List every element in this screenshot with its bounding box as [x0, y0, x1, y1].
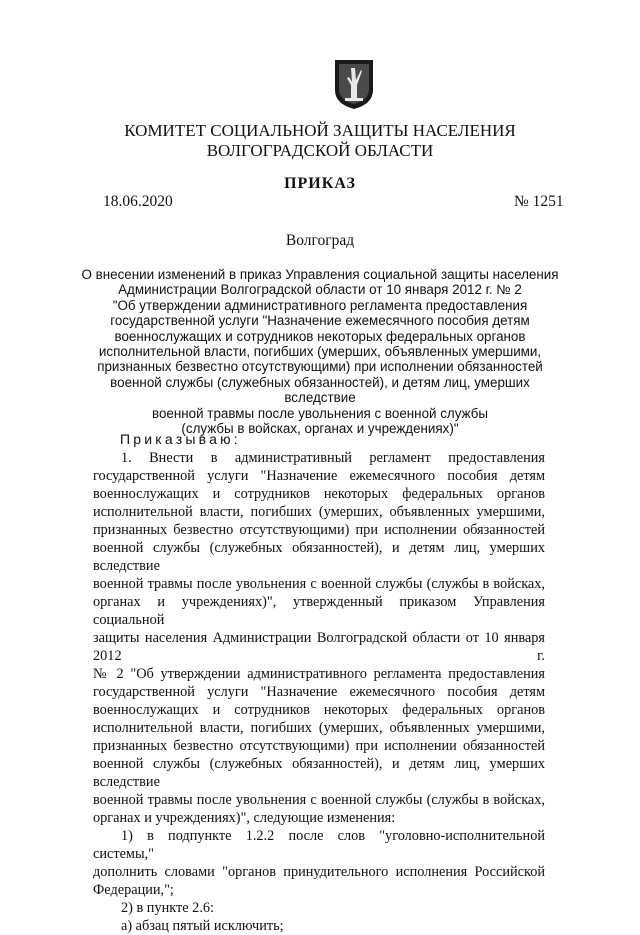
body-line: исполнительной власти, погибших (умерших, объявленных умершими,: [93, 504, 545, 520]
body-line: защиты населения Администрации Волгоградской области от 10 января 2012 г.: [93, 630, 545, 664]
body-line: военной службы (служебных обязанностей), и детям лиц, умерших вследствие: [93, 540, 545, 574]
subject-line: "Об утверждении административного регламента предоставления: [112, 297, 528, 313]
body-line: исполнительной власти, погибших (умерших, объявленных умершими,: [93, 720, 545, 736]
organization-name-line-1: КОМИТЕТ СОЦИАЛЬНОЙ ЗАЩИТЫ НАСЕЛЕНИЯ: [124, 121, 516, 140]
body-line: военной службы (служебных обязанностей), и детям лиц, умерших вследствие: [93, 756, 545, 790]
body-line: государственной услуги "Назначение ежемесячного пособия детям: [93, 468, 545, 484]
body-line: 1. Внести в административный регламент предоставления: [121, 450, 545, 466]
body-line: дополнить словами "органов принудительного исполнения Российской: [93, 864, 545, 880]
body-line: признанных безвестно отсутствующими) при исполнении обязанностей: [93, 738, 545, 754]
body-line: военнослужащих и сотрудников некоторых федеральных органов: [93, 702, 545, 718]
document-body: [93, 449, 545, 935]
body-line: военной травмы после увольнения с военной службы (службы в войсках,: [93, 576, 545, 592]
body-line: 1) в подпункте 1.2.2 после слов "уголовно-исполнительной системы,": [93, 828, 545, 862]
body-line: № 2 "Об утверждении административного регламента предоставления: [93, 666, 545, 682]
body-line: Федерации,";: [93, 882, 174, 898]
document-number: № 1251: [514, 193, 564, 210]
subject-line: исполнительной власти, погибших (умерших, объявленных умершими,: [98, 344, 542, 360]
organization-name-line-2: ВОЛГОГРАДСКОЙ ОБЛАСТИ: [206, 141, 434, 160]
document-title: ПРИКАЗ: [284, 175, 356, 192]
subject-line: государственной услуги "Назначение ежемесячного пособия детям: [110, 313, 530, 329]
coat-of-arms-emblem: [333, 58, 375, 110]
subject-line: военной службы (служебных обязанностей), и детям лиц, умерших вследствие: [110, 374, 530, 406]
order-word: Приказываю:: [120, 431, 241, 447]
body-line: органах и учреждениях)", следующие изменения:: [93, 810, 396, 826]
document-date: 18.06.2020: [103, 193, 173, 210]
body-line: а) абзац пятый исключить;: [121, 918, 284, 934]
body-line: 2) в пункте 2.6:: [121, 900, 215, 916]
document-subject: [80, 267, 560, 436]
subject-line: О внесении изменений в приказ Управления социальной защиты населения: [81, 267, 559, 282]
body-line: государственной услуги "Назначение ежемесячного пособия детям: [93, 684, 545, 700]
body-line: военнослужащих и сотрудников некоторых федеральных органов: [93, 486, 545, 502]
subject-line: военной травмы после увольнения с военной службы: [152, 405, 488, 421]
document-city: Волгоград: [285, 232, 355, 249]
body-line: признанных безвестно отсутствующими) при исполнении обязанностей: [93, 522, 545, 538]
subject-line: Администрации Волгоградской области от 10 января 2012 г. № 2: [118, 282, 522, 298]
subject-line: (службы в войсках, органах и учреждениях)": [181, 421, 459, 437]
subject-line: признанных безвестно отсутствующими) при исполнении обязанностей: [97, 359, 543, 375]
subject-line: военнослужащих и сотрудников некоторых федеральных органов: [114, 328, 526, 344]
body-line: органах и учреждениях)", утвержденный приказом Управления социальной: [93, 594, 545, 628]
body-line: военной травмы после увольнения с военной службы (службы в войсках,: [93, 792, 545, 808]
